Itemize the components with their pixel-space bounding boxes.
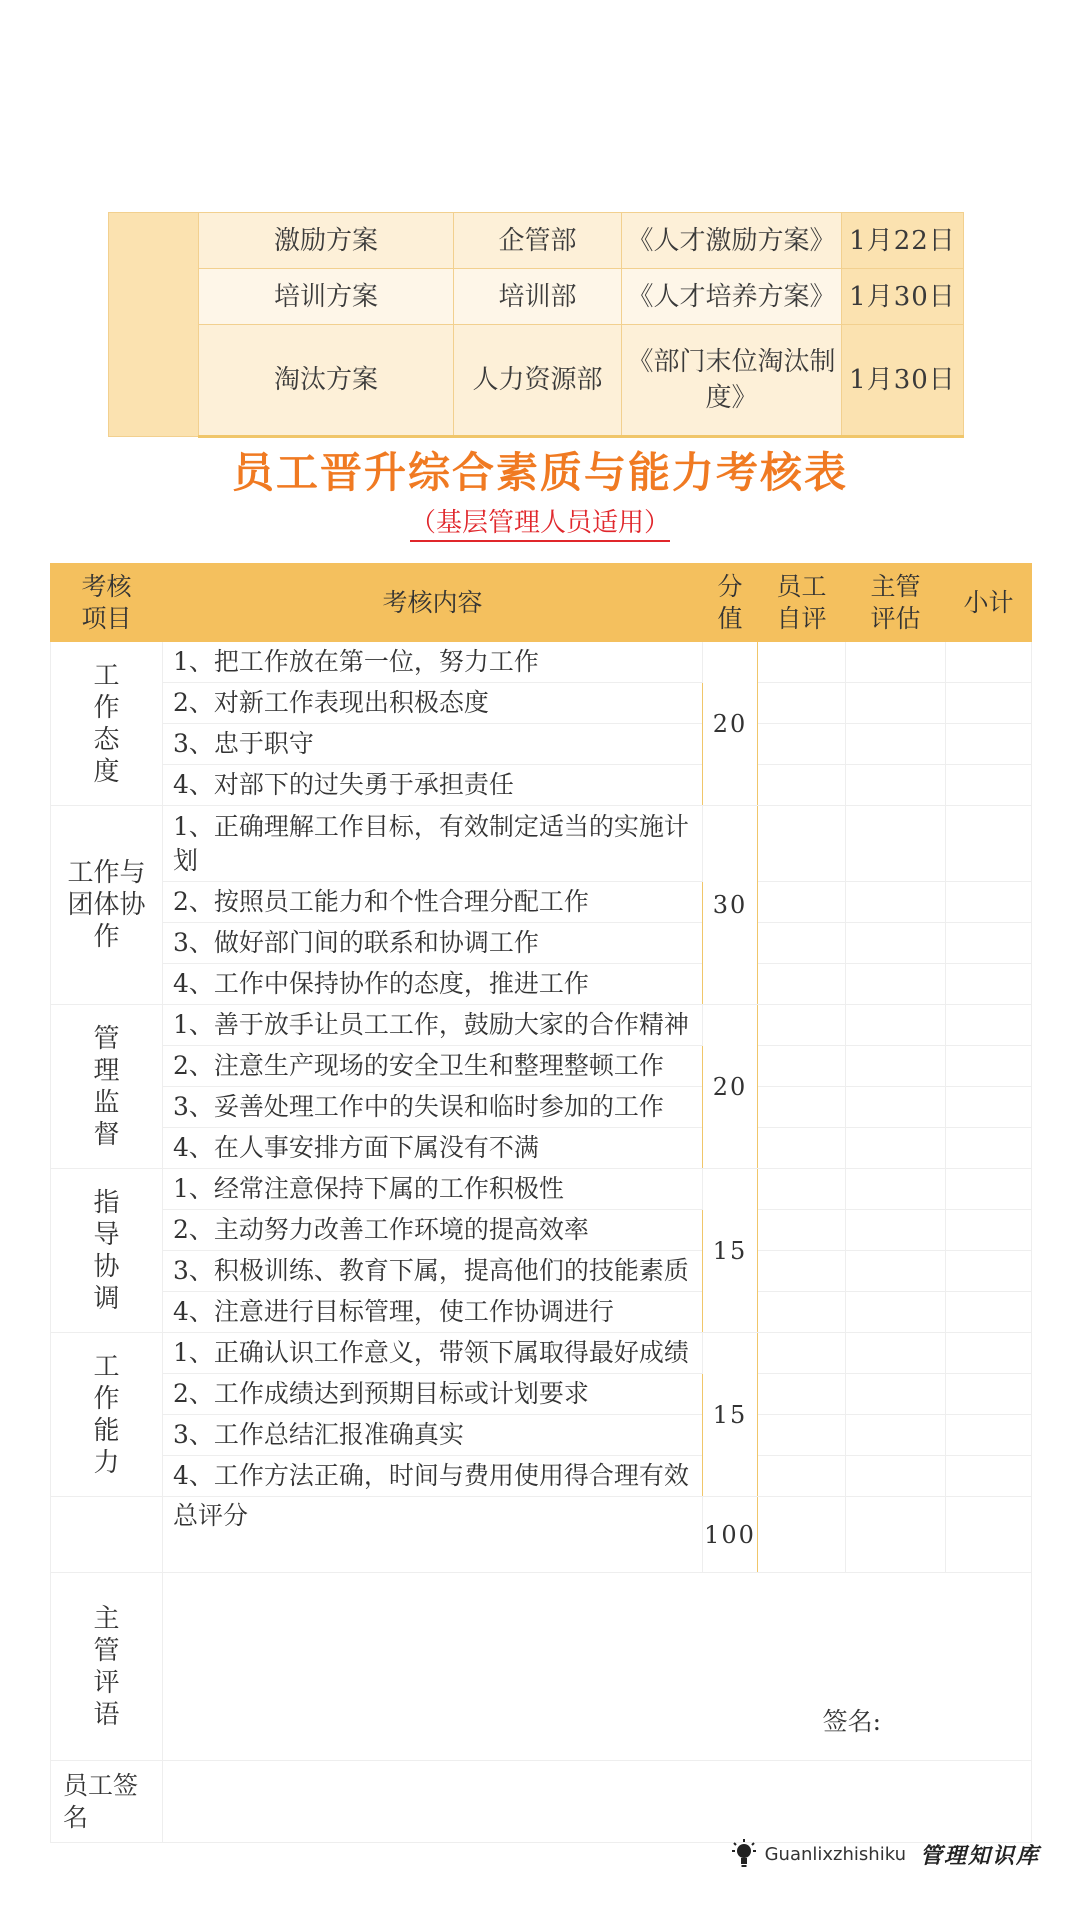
manager-eval-cell[interactable]	[846, 1456, 946, 1497]
assessment-item: 4、工作方法正确，时间与费用使用得合理有效	[163, 1456, 703, 1497]
evaluation-table	[50, 563, 1032, 1843]
plan-dept: 人力资源部	[454, 325, 622, 437]
table-row	[51, 1456, 1032, 1497]
subtotal-cell[interactable]	[946, 923, 1032, 964]
self-eval-cell[interactable]	[758, 1251, 846, 1292]
table-row	[51, 806, 1032, 882]
table-row	[51, 923, 1032, 964]
table-row	[51, 1374, 1032, 1415]
manager-eval-cell[interactable]	[846, 1497, 946, 1573]
table-row	[51, 1415, 1032, 1456]
subtotal-cell[interactable]	[946, 1333, 1032, 1374]
plan-date: 1月30日	[842, 269, 964, 325]
page-subtitle	[0, 502, 1080, 539]
self-eval-cell[interactable]	[758, 1128, 846, 1169]
page-title: 员工晋升综合素质与能力考核表	[231, 448, 848, 497]
table-row	[51, 882, 1032, 923]
self-eval-cell[interactable]	[758, 1087, 846, 1128]
assessment-item: 1、正确认识工作意义，带领下属取得最好成绩	[163, 1333, 703, 1374]
manager-eval-cell[interactable]	[846, 1333, 946, 1374]
table-row	[51, 1333, 1032, 1374]
plan-date: 1月22日	[842, 213, 964, 269]
subtotal-cell[interactable]	[946, 1210, 1032, 1251]
table-row	[51, 683, 1032, 724]
subtotal-cell[interactable]	[946, 1456, 1032, 1497]
self-eval-cell[interactable]	[758, 1210, 846, 1251]
table-row	[51, 642, 1032, 683]
self-eval-cell[interactable]	[758, 806, 846, 882]
subtotal-cell[interactable]	[946, 882, 1032, 923]
plan-side-cell	[109, 213, 199, 437]
employee-sign-row	[51, 1761, 1032, 1843]
table-row	[51, 964, 1032, 1005]
total-label: 总评分	[163, 1497, 703, 1573]
assessment-item: 1、善于放手让员工工作，鼓励大家的合作精神	[163, 1005, 703, 1046]
employee-sign-area[interactable]	[163, 1761, 1032, 1843]
section-name: 工作态度	[51, 642, 163, 806]
manager-eval-cell[interactable]	[846, 1415, 946, 1456]
subtotal-cell[interactable]	[946, 1251, 1032, 1292]
manager-eval-cell[interactable]	[846, 806, 946, 882]
total-row	[51, 1497, 1032, 1573]
subtotal-cell[interactable]	[946, 683, 1032, 724]
header-subtotal: 小计	[946, 564, 1032, 642]
section-name: 管理监督	[51, 1005, 163, 1169]
assessment-item: 3、积极训练、教育下属，提高他们的技能素质	[163, 1251, 703, 1292]
self-eval-cell[interactable]	[758, 1497, 846, 1573]
self-eval-cell[interactable]	[758, 1333, 846, 1374]
manager-eval-cell[interactable]	[846, 1251, 946, 1292]
comment-label: 主管评语	[51, 1573, 163, 1761]
section-name: 工作能力	[51, 1333, 163, 1497]
table-row	[51, 1210, 1032, 1251]
lightbulb-icon	[731, 1837, 757, 1871]
signature-label: 签名:	[822, 1707, 881, 1736]
manager-eval-cell[interactable]	[846, 642, 946, 683]
employee-sign-label: 员工签名	[51, 1761, 163, 1843]
table-row	[51, 765, 1032, 806]
header-item: 考核项目	[51, 564, 163, 642]
assessment-item: 3、妥善处理工作中的失误和临时参加的工作	[163, 1087, 703, 1128]
brand-footer	[731, 1836, 1040, 1872]
subtotal-cell[interactable]	[946, 642, 1032, 683]
self-eval-cell[interactable]	[758, 1456, 846, 1497]
subtotal-cell[interactable]	[946, 765, 1032, 806]
table-row	[51, 1128, 1032, 1169]
header-row	[51, 564, 1032, 642]
plan-doc: 《部门末位淘汰制度》	[622, 325, 842, 437]
manager-eval-cell[interactable]	[846, 1210, 946, 1251]
section-score: 20	[703, 1005, 758, 1169]
table-row	[51, 1005, 1032, 1046]
assessment-item: 3、做好部门间的联系和协调工作	[163, 923, 703, 964]
self-eval-cell[interactable]	[758, 964, 846, 1005]
subtotal-cell[interactable]	[946, 806, 1032, 882]
subtitle-text: （基层管理人员适用）	[410, 508, 670, 542]
self-eval-cell[interactable]	[758, 765, 846, 806]
assessment-item: 4、工作中保持协作的态度，推进工作	[163, 964, 703, 1005]
assessment-item: 1、把工作放在第一位，努力工作	[163, 642, 703, 683]
header-manager: 主管评估	[846, 564, 946, 642]
assessment-item: 4、注意进行目标管理，使工作协调进行	[163, 1292, 703, 1333]
table-row	[51, 1087, 1032, 1128]
manager-eval-cell[interactable]	[846, 1374, 946, 1415]
subtotal-cell[interactable]	[946, 1415, 1032, 1456]
self-eval-cell[interactable]	[758, 923, 846, 964]
self-eval-cell[interactable]	[758, 1005, 846, 1046]
manager-eval-cell[interactable]	[846, 882, 946, 923]
assessment-item: 2、主动努力改善工作环境的提高效率	[163, 1210, 703, 1251]
self-eval-cell[interactable]	[758, 882, 846, 923]
subtotal-cell[interactable]	[946, 1169, 1032, 1210]
assessment-item: 1、正确理解工作目标，有效制定适当的实施计划	[163, 806, 703, 882]
self-eval-cell[interactable]	[758, 1374, 846, 1415]
plan-item: 培训方案	[199, 269, 454, 325]
self-eval-cell[interactable]	[758, 724, 846, 765]
plan-dept: 培训部	[454, 269, 622, 325]
self-eval-cell[interactable]	[758, 642, 846, 683]
manager-eval-cell[interactable]	[846, 724, 946, 765]
manager-eval-cell[interactable]	[846, 683, 946, 724]
assessment-item: 3、工作总结汇报准确真实	[163, 1415, 703, 1456]
subtotal-cell[interactable]	[946, 1497, 1032, 1573]
table-row	[51, 1292, 1032, 1333]
subtotal-cell[interactable]	[946, 724, 1032, 765]
subtotal-cell[interactable]	[946, 1087, 1032, 1128]
header-score: 分值	[703, 564, 758, 642]
plan-table	[108, 212, 964, 438]
manager-eval-cell[interactable]	[846, 1087, 946, 1128]
section-name: 指导协调	[51, 1169, 163, 1333]
self-eval-cell[interactable]	[758, 1046, 846, 1087]
header-self: 员工自评	[758, 564, 846, 642]
subtotal-cell[interactable]	[946, 1046, 1032, 1087]
manager-eval-cell[interactable]	[846, 1046, 946, 1087]
section-score: 15	[703, 1169, 758, 1333]
plan-date: 1月30日	[842, 325, 964, 437]
comment-row	[51, 1573, 1032, 1761]
table-row	[51, 1046, 1032, 1087]
section-score: 30	[703, 806, 758, 1005]
table-row	[51, 1169, 1032, 1210]
assessment-item: 2、工作成绩达到预期目标或计划要求	[163, 1374, 703, 1415]
subtotal-cell[interactable]	[946, 1005, 1032, 1046]
subtotal-cell[interactable]	[946, 1292, 1032, 1333]
plan-item: 激励方案	[199, 213, 454, 269]
manager-eval-cell[interactable]	[846, 1005, 946, 1046]
table-row	[51, 1251, 1032, 1292]
assessment-item: 1、经常注意保持下属的工作积极性	[163, 1169, 703, 1210]
section-score: 15	[703, 1333, 758, 1497]
header-content: 考核内容	[163, 564, 703, 642]
manager-eval-cell[interactable]	[846, 964, 946, 1005]
brand-name-en: Guanlixzhishiku	[764, 1843, 906, 1865]
self-eval-cell[interactable]	[758, 1415, 846, 1456]
assessment-item: 2、按照员工能力和个性合理分配工作	[163, 882, 703, 923]
total-item-cell	[51, 1497, 163, 1573]
brand-name-cn: 管理知识库	[919, 1843, 1040, 1869]
assessment-item: 4、对部下的过失勇于承担责任	[163, 765, 703, 806]
assessment-item: 4、在人事安排方面下属没有不满	[163, 1128, 703, 1169]
assessment-item: 2、对新工作表现出积极态度	[163, 683, 703, 724]
plan-doc: 《人才培养方案》	[622, 269, 842, 325]
subtotal-cell[interactable]	[946, 1128, 1032, 1169]
self-eval-cell[interactable]	[758, 1169, 846, 1210]
subtotal-cell[interactable]	[946, 964, 1032, 1005]
section-name: 工作与团体协作	[51, 806, 163, 1005]
plan-dept: 企管部	[454, 213, 622, 269]
manager-eval-cell[interactable]	[846, 923, 946, 964]
manager-eval-cell[interactable]	[846, 765, 946, 806]
manager-eval-cell[interactable]	[846, 1169, 946, 1210]
self-eval-cell[interactable]	[758, 683, 846, 724]
assessment-item: 2、注意生产现场的安全卫生和整理整顿工作	[163, 1046, 703, 1087]
plan-row	[109, 269, 964, 325]
section-score: 20	[703, 642, 758, 806]
subtotal-cell[interactable]	[946, 1374, 1032, 1415]
total-score: 100	[703, 1497, 758, 1573]
plan-row	[109, 213, 964, 269]
comment-area[interactable]	[163, 1573, 1032, 1761]
manager-eval-cell[interactable]	[846, 1292, 946, 1333]
table-row	[51, 724, 1032, 765]
manager-eval-cell[interactable]	[846, 1128, 946, 1169]
self-eval-cell[interactable]	[758, 1292, 846, 1333]
plan-doc: 《人才激励方案》	[622, 213, 842, 269]
plan-row	[109, 325, 964, 437]
assessment-item: 3、忠于职守	[163, 724, 703, 765]
plan-item: 淘汰方案	[199, 325, 454, 437]
